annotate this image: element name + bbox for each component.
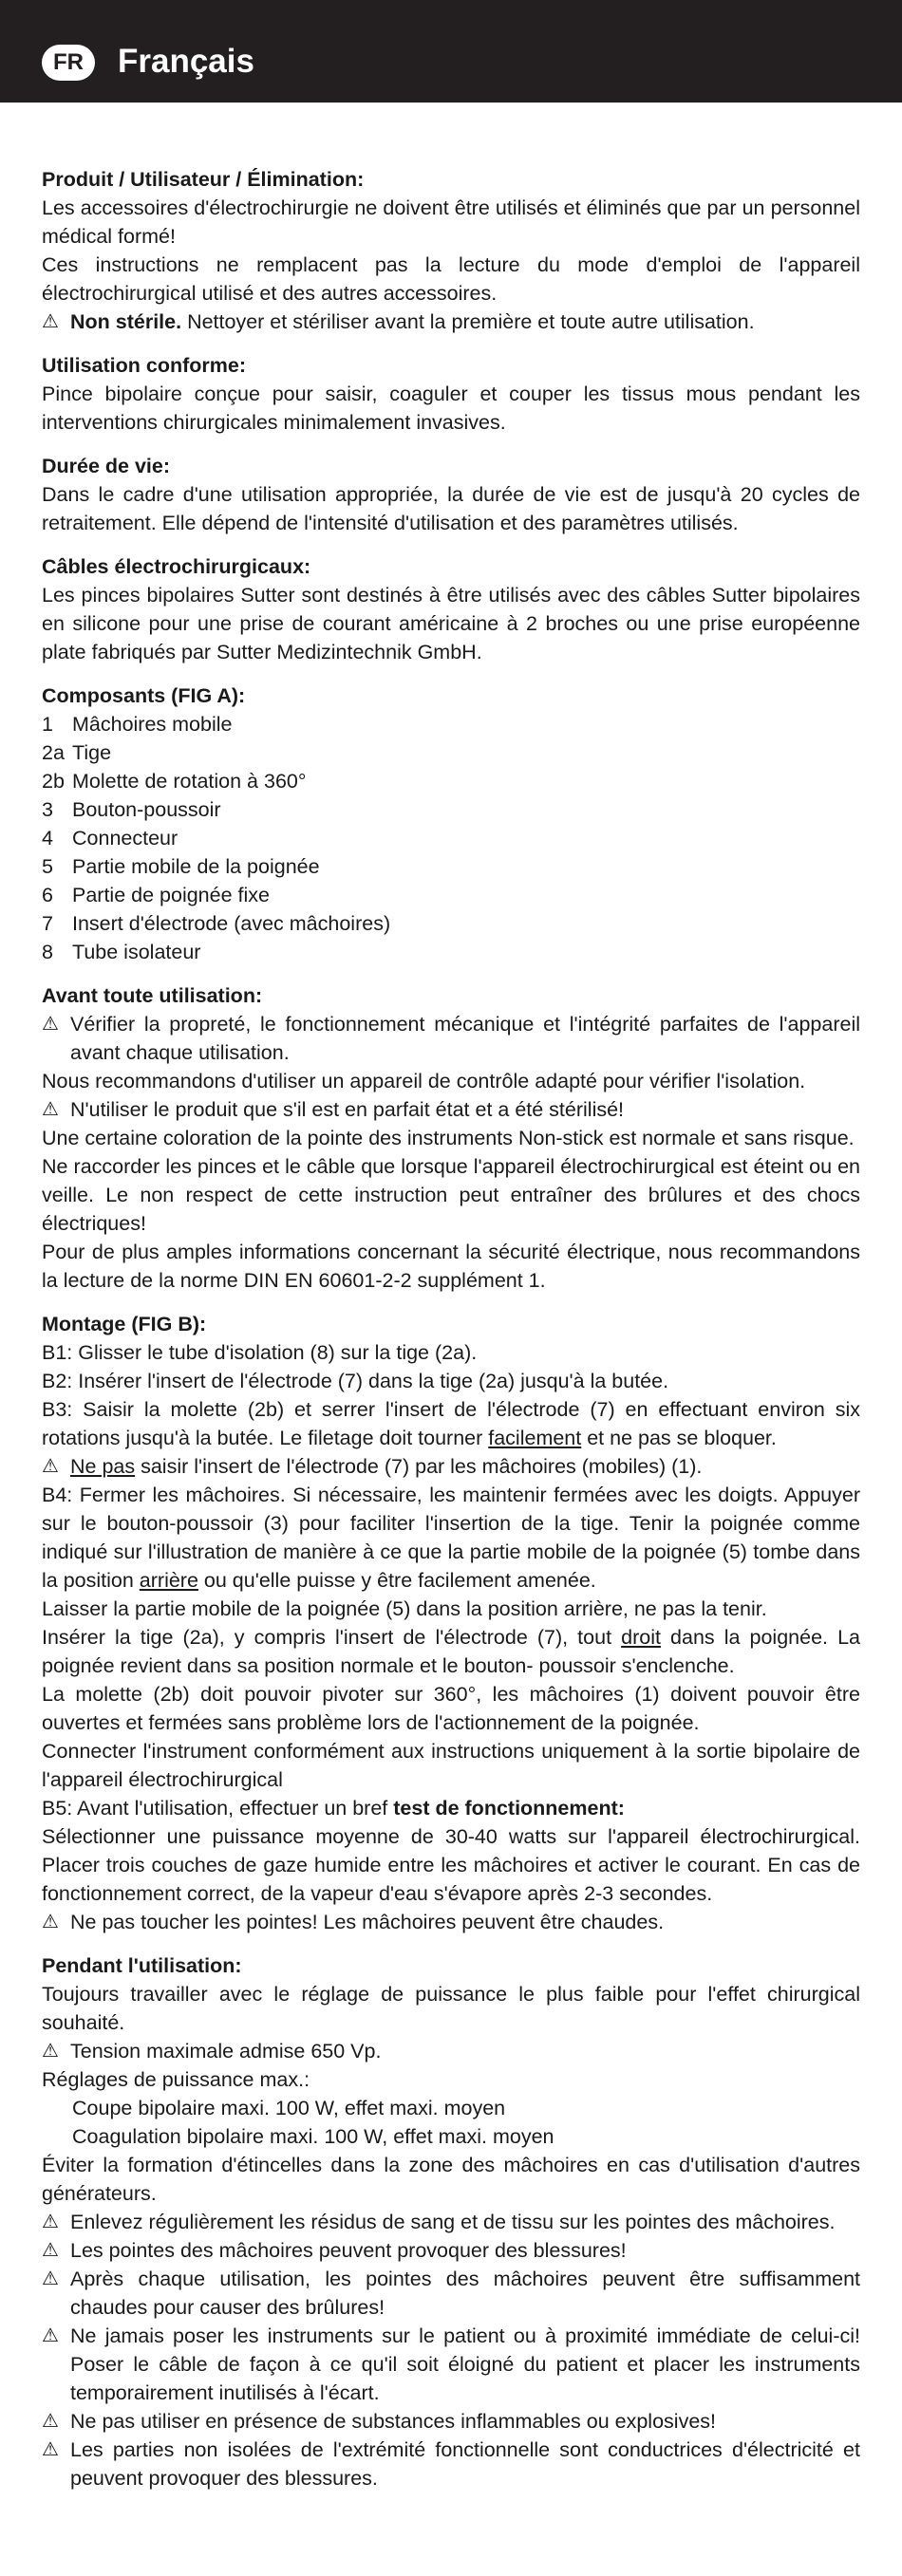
warning-text: N'utiliser le produit que s'il est en parfait état et a été stérilisé! [70,1098,625,1121]
warning-triangle-icon: ⚠ [42,2411,59,2432]
warning-item [42,2208,860,2236]
warning-text: Les parties non isolées de l'extrémité fonctionnelle sont conductrices d'électricité et peuvent provoquer des blessures. [70,2438,860,2490]
list-item [42,881,860,909]
warning-text: Vérifier la propreté, le fonctionnement mécanique et l'intégrité parfaites de l'appareil avant chaque utilisation. [70,1013,860,1064]
warning-text: Nettoyer et stériliser avant la première et toute autre utilisation. [181,310,755,333]
section-heading: Câbles électrochirurgicaux: [42,555,311,578]
warning-triangle-icon: ⚠ [42,2240,59,2261]
section-product-user-disposal [42,165,860,336]
paragraph: Toujours travailler avec le réglage de puissance le plus faible pour l'effet chirurgical souhaité. [42,1983,860,2034]
list-item [42,795,860,824]
paragraph: Dans le cadre d'une utilisation appropriée, la durée de vie est de jusqu'à 20 cycles de retraitement. Elle dépend de l'intensité d'utilisation et des paramètres utilisés. [42,483,860,534]
warning-item [42,308,860,336]
paragraph: Insérer la tige (2a), y compris l'insert de l'électrode (7), tout droit dans la poignée. La poignée revient dans sa position normale et le bouton- poussoir s'enclenche. [42,1626,860,1677]
section-heading: Produit / Utilisateur / Élimination: [42,168,365,191]
step-b1: B1: Glisser le tube d'isolation (8) sur la tige (2a). [42,1341,478,1364]
paragraph: Connecter l'instrument conformément aux instructions uniquement à la sortie bipolaire de l'appareil électrochirurgical [42,1740,860,1791]
warning-triangle-icon: ⚠ [42,1099,59,1120]
warning-bold-text: Non stérile. [70,310,182,333]
warning-item [42,2322,860,2407]
item-label: Partie mobile de la poignée [72,855,320,878]
warning-triangle-icon: ⚠ [42,1456,59,1477]
paragraph: Ne raccorder les pinces et le câble que lorsque l'appareil électrochirurgical est éteint ou en veille. Le non respect de cette instruction peut entraîner des brûlures et des chocs électriques! [42,1155,860,1235]
item-label: Connecteur [72,827,179,849]
warning-text: Ne pas toucher les pointes! Les mâchoires peuvent être chaudes. [70,1911,665,1933]
section-during-use [42,1951,860,2492]
item-number: 6 [42,884,53,906]
power-setting-item: Coagulation bipolaire maxi. 100 W, effet maxi. moyen [72,2125,554,2148]
item-number: 2a [42,741,65,764]
step-b4: B4: Fermer les mâchoires. Si nécessaire, les maintenir fermées avec les doigts. Appuyer sur le bouton-poussoir (3) pour faciliter l'insertion de la tige. Tenir la poignée comme indiqué sur l'illustration de manière à ce que la partie mobile de la poignée (5) tombe dans la position arrière ou qu'elle puisse y être facilement amenée. [42,1484,860,1592]
paragraph: Réglages de puissance max.: [42,2068,310,2091]
paragraph: Les accessoires d'électrochirurgie ne doivent être utilisés et éliminés que par un personnel médical formé! [42,196,860,248]
item-number: 7 [42,912,53,935]
item-number: 1 [42,713,53,736]
warning-item [42,2265,860,2322]
warning-text: Après chaque utilisation, les pointes des mâchoires peuvent être suffisamment chaudes pour causer des brûlures! [70,2268,860,2319]
list-item [42,710,860,738]
paragraph: Pince bipolaire conçue pour saisir, coaguler et couper les tissus mous pendant les interventions chirurgicales minimalement invasives. [42,383,860,434]
paragraph: Nous recommandons d'utiliser un appareil de contrôle adapté pour vérifier l'isolation. [42,1070,806,1092]
item-label: Tube isolateur [72,941,201,963]
warning-item [42,1095,860,1124]
item-number: 8 [42,941,53,963]
section-heading: Composants (FIG A): [42,684,246,707]
warning-triangle-icon: ⚠ [42,2439,59,2460]
paragraph: Laisser la partie mobile de la poignée (5) dans la position arrière, ne pas la tenir. [42,1597,767,1620]
section-heading: Avant toute utilisation: [42,984,263,1007]
item-label: Mâchoires mobile [72,713,233,736]
item-label: Partie de poignée fixe [72,884,270,906]
paragraph: Les pinces bipolaires Sutter sont destinés à être utilisés avec des câbles Sutter bipolaires en silicone pour une prise de courant américaine à 2 broches ou une prise européenne plate fabriqués par Sutter Medizintechnik GmbH. [42,584,860,663]
item-label: Tige [72,741,112,764]
item-number: 2b [42,770,65,793]
paragraph: La molette (2b) doit pouvoir pivoter sur 360°, les mâchoires (1) doivent pouvoir être ouvertes et fermées sans problème lors de l'actionnement de la poignée. [42,1683,860,1734]
list-item [42,852,860,881]
item-number: 3 [42,798,53,821]
warning-item [42,2407,860,2436]
item-number: 4 [42,827,53,849]
paragraph: Ces instructions ne remplacent pas la lecture du mode d'emploi de l'appareil électrochirurgical utilisé et des autres accessoires. [42,253,860,305]
section-service-life [42,452,860,537]
list-item [42,767,860,795]
warning-item [42,2037,860,2065]
language-code-badge: FR [42,45,95,81]
paragraph: Éviter la formation d'étincelles dans la zone des mâchoires en cas d'utilisation d'autres générateurs. [42,2154,860,2205]
section-assembly [42,1310,860,1936]
section-heading: Utilisation conforme: [42,354,247,377]
list-item [42,909,860,938]
language-title: Français [118,43,254,80]
step-b5: B5: Avant l'utilisation, effectuer un bref test de fonctionnement: [42,1797,625,1820]
paragraph: Sélectionner une puissance moyenne de 30-40 watts sur l'appareil électrochirurgical. Placer trois couches de gaze humide entre les mâchoires et activer le courant. En cas de fonctionnement correct, de la vapeur d'eau s'évapore après 2-3 secondes. [42,1825,860,1905]
section-before-use [42,981,860,1295]
warning-text: Les pointes des mâchoires peuvent provoquer des blessures! [70,2239,627,2262]
warning-text: Enlevez régulièrement les résidus de sang et de tissu sur les pointes des mâchoires. [70,2211,836,2233]
language-header-bar [0,0,902,103]
warning-text: Ne pas utiliser en présence de substances inflammables ou explosives! [70,2410,717,2433]
section-heading: Pendant l'utilisation: [42,1954,242,1977]
power-setting-item: Coupe bipolaire maxi. 100 W, effet maxi. moyen [72,2097,506,2119]
paragraph: Une certaine coloration de la pointe des instruments Non-stick est normale et sans risque. [42,1127,855,1149]
item-label: Bouton-poussoir [72,798,221,821]
warning-triangle-icon: ⚠ [42,2325,59,2346]
warning-triangle-icon: ⚠ [42,311,59,332]
warning-item: ⚠ Ne pas saisir l'insert de l'électrode (7) par les mâchoires (mobiles) (1). [42,1452,860,1481]
step-b2: B2: Insérer l'insert de l'électrode (7) dans la tige (2a) jusqu'à la butée. [42,1370,669,1392]
warning-triangle-icon: ⚠ [42,2268,59,2289]
warning-item [42,2436,860,2492]
section-components [42,681,860,966]
item-label: Insert d'électrode (avec mâchoires) [72,912,391,935]
section-heading: Montage (FIG B): [42,1313,207,1335]
warning-triangle-icon: ⚠ [42,2041,59,2062]
paragraph: Pour de plus amples informations concernant la sécurité électrique, nous recommandons la lecture de la norme DIN EN 60601-2-2 supplément 1. [42,1241,860,1292]
warning-triangle-icon: ⚠ [42,1912,59,1932]
section-electrosurgical-cables [42,552,860,666]
item-label: Molette de rotation à 360° [72,770,307,793]
step-b3: B3: Saisir la molette (2b) et serrer l'insert de l'électrode (7) en effectuant environ six rotations jusqu'à la butée. Le filetage doit tourner facilement et ne pas se bloquer. [42,1398,860,1449]
list-item [42,824,860,852]
warning-item [42,1010,860,1067]
section-intended-use [42,351,860,437]
warning-triangle-icon: ⚠ [42,1014,59,1035]
warning-text: Tension maximale admise 650 Vp. [70,2040,382,2063]
warning-text: Ne jamais poser les instruments sur le patient ou à proximité immédiate de celui-ci! Poser le câble de façon à ce qu'il soit éloigné du patient et placer les instruments temporairement inutilisés à l'écart. [70,2324,860,2404]
warning-item [42,1908,860,1936]
list-item [42,938,860,966]
warning-item [42,2236,860,2265]
warning-triangle-icon: ⚠ [42,2212,59,2232]
item-number: 5 [42,855,53,878]
list-item [42,738,860,767]
document-body [42,165,860,2508]
section-heading: Durée de vie: [42,455,171,477]
